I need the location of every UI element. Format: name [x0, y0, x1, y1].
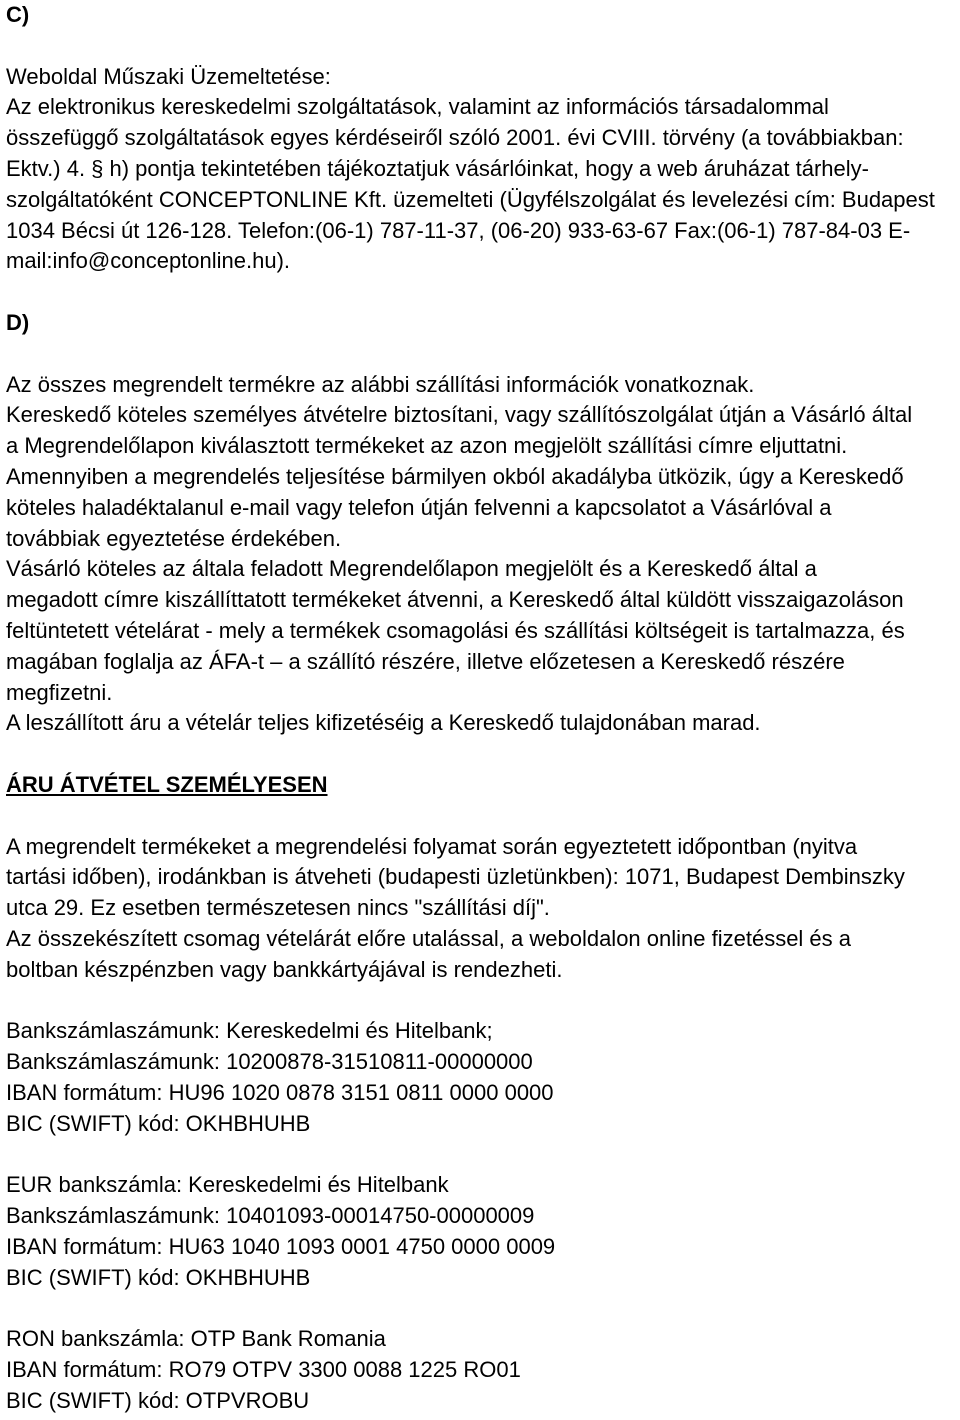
spacer	[6, 31, 960, 62]
section-d-line: a Megrendelőlapon kiválasztott termékeket az azon megjelölt szállítási címre eljuttatni.	[6, 433, 848, 459]
bank-account-line: BIC (SWIFT) kód: OKHBHUHB	[6, 1264, 311, 1290]
pickup-line: tartási időben), irodánkban is átveheti (budapesti üzletünkben): 1071, Budapest Dembinszky	[6, 864, 905, 890]
bank-account-line: Bankszámlaszámunk: 10401093-00014750-00000009	[6, 1203, 535, 1229]
spacer	[6, 339, 960, 370]
section-d-line: Kereskedő köteles személyes átvételre biztosítani, vagy szállítószolgálat útján a Vásárló által	[6, 402, 913, 428]
section-c-heading: Weboldal Műszaki Üzemeltetése:	[6, 63, 331, 89]
section-c-line: Az elektronikus kereskedelmi szolgáltatások, valamint az információs társadalommal	[6, 94, 829, 120]
pickup-heading-row	[6, 770, 960, 801]
bank-account-line: BIC (SWIFT) kód: OTPVROBU	[6, 1387, 310, 1413]
pickup-line: Az összekészített csomag vételárát előre utalással, a weboldalon online fizetéssel és a	[6, 925, 852, 951]
spacer	[6, 277, 960, 308]
section-c-line: 1034 Bécsi út 126-128. Telefon:(06-1) 787-11-37, (06-20) 933-63-67 Fax:(06-1) 787-84-03 E-	[6, 217, 911, 243]
section-c-line: szolgáltatóként CONCEPTONLINE Kft. üzemelteti (Ügyfélszolgálat és levelezési cím: Budapest	[6, 186, 935, 212]
section-d-line: feltüntetett vételárat - mely a termékek csomagolási és szállítási költségeit is tartalmazza, és	[6, 617, 905, 643]
bank-account-line: EUR bankszámla: Kereskedelmi és Hitelbank	[6, 1172, 449, 1198]
bank-account-line: Bankszámlaszámunk: Kereskedelmi és Hitelbank;	[6, 1018, 493, 1044]
section-c-label: C)	[6, 2, 30, 27]
spacer	[6, 986, 960, 1017]
section-d-line: magában foglalja az ÁFA-t – a szállító részére, illetve előzetesen a Kereskedő részére	[6, 648, 845, 674]
bank-account-line: IBAN formátum: RO79 OTPV 3300 0088 1225 RO01	[6, 1357, 521, 1383]
section-d-line: köteles haladéktalanul e-mail vagy telefon útján felvenni a kapcsolatot a Vásárlóval a	[6, 494, 832, 520]
section-d-line: Vásárló köteles az általa feladott Megrendelőlapon megjelölt és a Kereskedő által a	[6, 556, 817, 582]
section-d-label: D)	[6, 309, 30, 335]
bank-account-line: IBAN formátum: HU63 1040 1093 0001 4750 0000 0009	[6, 1233, 556, 1259]
spacer	[6, 1139, 960, 1170]
section-c-line: Ektv.) 4. § h) pontja tekintetében tájékoztatjuk vásárlóinkat, hogy a web áruházat tárhely-	[6, 155, 869, 181]
spacer	[6, 1293, 960, 1324]
pickup-line: A megrendelt termékeket a megrendelési folyamat során egyeztetett időpontban (nyitva	[6, 833, 858, 859]
bank-account-line: Bankszámlaszámunk: 10200878-31510811-00000000	[6, 1049, 533, 1075]
bank-account-line: IBAN formátum: HU96 1020 0878 3151 0811 0000 0000	[6, 1079, 554, 1105]
pickup-line: boltban készpénzben vagy bankkártyájával is rendezheti.	[6, 956, 563, 982]
section-d-line: továbbiak egyeztetése érdekében.	[6, 525, 342, 551]
section-d-line: megfizetni.	[6, 679, 113, 705]
bank-account-line: BIC (SWIFT) kód: OKHBHUHB	[6, 1110, 311, 1136]
section-d-line: Amennyiben a megrendelés teljesítése bármilyen okból akadályba ütközik, úgy a Kereskedő	[6, 463, 904, 489]
spacer	[6, 739, 960, 770]
section-d-line: A leszállított áru a vételár teljes kifizetéséig a Kereskedő tulajdonában marad.	[6, 710, 761, 736]
pickup-heading: ÁRU ÁTVÉTEL SZEMÉLYESEN	[6, 771, 328, 797]
pickup-line: utca 29. Ez esetben természetesen nincs "szállítási díj".	[6, 895, 550, 921]
spacer	[6, 801, 960, 832]
section-d-line: megadott címre kiszállíttatott termékeket átvenni, a Kereskedő által küldött visszaigazoláson	[6, 587, 904, 613]
section-c-line: összefüggő szolgáltatások egyes kérdéseiről szóló 2001. évi CVIII. törvény (a továbbiakban:	[6, 125, 904, 151]
section-c-line: mail:info@conceptonline.hu).	[6, 248, 291, 274]
section-d-line: Az összes megrendelt termékre az alábbi szállítási információk vonatkoznak.	[6, 371, 755, 397]
bank-account-line: RON bankszámla: OTP Bank Romania	[6, 1326, 386, 1352]
